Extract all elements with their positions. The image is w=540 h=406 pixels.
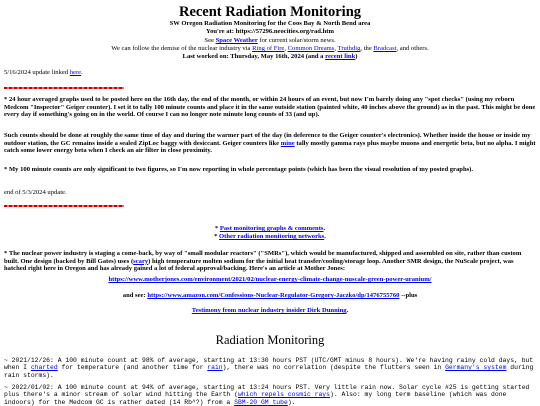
page-title: Recent Radiation Monitoring <box>178 4 362 20</box>
last-worked-line <box>0 53 540 61</box>
testimony-line <box>0 307 540 315</box>
last-worked-prefix: Last worked on: Thursday, May 16th, 2024 (and a <box>182 53 326 60</box>
log-entry <box>4 357 536 379</box>
log-text: ). <box>287 398 296 406</box>
space-weather-line <box>0 37 540 45</box>
p2-text-b: tally mostly gamma rays plus maybe muons and energetic beta, but no alpha. I might catch some lower energy beta when I check an air filter in close proximity. <box>4 139 536 155</box>
update-note-text: 5/16/2024 update linked <box>4 69 70 76</box>
plus-suffix: --plus <box>399 292 418 299</box>
smr-text-a: * The nuclear power industry is staging a come-back, by way of "small modular reactors" ("SMRs"), which would be manufactured, shipped and assembled on site, rather than custom built. One design (backed by Bill Gates) uses ( <box>4 250 522 265</box>
other-networks-link[interactable]: Other radiation monitoring networks <box>219 233 325 240</box>
nuclear-demise-line <box>0 45 540 53</box>
bullet: * <box>214 225 220 232</box>
last-worked-suffix: ) <box>355 53 358 60</box>
truthdig-link[interactable]: Truthdig <box>337 45 361 52</box>
scary-link[interactable]: scary <box>133 257 149 265</box>
testimony-end: . <box>346 307 349 314</box>
log-text: for temperature (and another time for <box>57 364 208 372</box>
mine-link[interactable]: mine <box>280 139 295 147</box>
testimony-link[interactable]: Testimony from nuclear industry insider Dirk Dunning <box>191 307 347 314</box>
paragraph-counting-method <box>4 132 536 155</box>
current-url-line <box>0 28 540 36</box>
red-separator <box>4 205 124 207</box>
line-end: . <box>324 233 326 240</box>
page-subtitle: SW Oregon Radiation Monitoring for the Coos Bay & North Bend area <box>169 20 371 27</box>
past-monitoring-link[interactable]: Past monitoring graphs & comments <box>219 225 324 232</box>
update-here-link[interactable]: here <box>69 69 82 76</box>
past-monitoring-line <box>0 225 540 233</box>
red-separator <box>4 87 124 89</box>
space-weather-link[interactable]: Space Weather <box>215 37 258 44</box>
line-end: . <box>323 225 326 232</box>
demise-prefix: We can follow the demise of the nuclear industry via <box>111 45 253 52</box>
paragraph-spot-checks: * 24 hour averaged graphs used to be posted here on the 16th day, the end of the month, or within 24 hours of an event, but now I'm barely doing any "spot checks" (using my reborn Medcom "Inspector" Geiger counter). I set it to tally 100 minute counts and place it in the same outside station (painted white, 40 inches above the ground) as in the past. This might be done every day if something's going on in the world. Of course I can no longer note minute long counts of 33 (and up). <box>4 96 536 119</box>
log-text: ). Also: my long term baseline (which was done indoors) for the Medcom GC is rather dated (14 Rb^?) from a <box>4 391 507 406</box>
common-dreams-link[interactable]: Common Dreams <box>287 45 335 52</box>
comma-sep: , <box>334 45 338 52</box>
log-text: ), there was no correlation (despite the flutters seen in <box>222 364 446 372</box>
log-text: ~ 2022/01/02: A 100 minute count at 94% of average, starting at 13:24 hours PST. Very little rain now. Solar cycle #25 is getting started plus there's a minor stream of solar wind hitting the Earth ( <box>4 384 530 399</box>
germany-system-link[interactable]: Germany's system <box>445 364 507 372</box>
log-text: during rain storms). <box>4 364 534 379</box>
mother-jones-link[interactable]: https://www.motherjones.com/environment/2021/02/nuclear-energy-climate-change-nuscale-green-power-uranium/ <box>108 276 432 283</box>
section-title-radiation-monitoring: Radiation Monitoring <box>215 333 325 347</box>
log-entry <box>4 384 536 406</box>
current-url: https://57296.neocities.org/rad.htm <box>235 28 334 35</box>
update-note <box>4 69 536 77</box>
smr-text-b: ) high temperature molten sodium for the initial heat transfer/cooling/storage loop. Another SMR design, the NuScale project, was hatched right here in Oregon and has already gained a lot of federal approval/backing. Here's an article at Mother Jones: <box>4 257 514 273</box>
log-text: ~ 2021/12/26: A 100 minute count at 98% of average, starting at 13:30 hours PST (UTC/GMT minus 8 hours). We're having rainy cold days, but when I <box>4 357 534 372</box>
repels-cosmic-rays-link[interactable]: which repels cosmic rays <box>237 391 330 399</box>
paragraph-smr <box>4 250 536 273</box>
see-prefix: See <box>204 37 216 44</box>
the-word: the <box>363 45 374 52</box>
paragraph-significance: * My 100 minute counts are only significant to two figures, so I'm now reporting in whole percentage points (which has been the visual resolution of my posted graphs). <box>4 166 474 173</box>
amazon-link[interactable]: https://www.amazon.com/Confessions-Nuclear-Regulator-Gregory-Jaczko/dp/1476755760 <box>147 292 400 299</box>
end-update-note: end of 5/3/2024 update. <box>4 189 67 196</box>
ring-of-fire-link[interactable]: Ring of Fire <box>252 45 285 52</box>
sbm20-tube-link[interactable]: SBM-20 GM tube <box>234 398 288 406</box>
mother-jones-line <box>0 276 540 284</box>
url-prefix: You're at: <box>206 28 236 35</box>
charted-link[interactable]: charted <box>30 364 58 372</box>
other-networks-line <box>0 233 540 241</box>
amazon-line <box>0 292 540 300</box>
comma-sep: , <box>360 45 364 52</box>
update-note-end: . <box>81 69 83 76</box>
bullet: * <box>214 233 220 240</box>
demise-suffix: , and others. <box>396 45 429 52</box>
bradcast-link[interactable]: Bradcast <box>373 45 397 52</box>
p2-text-a: Such counts should be done at roughly the same time of day and during the warmer part of the day (in deference to the Geiger counter's electronics). Whether inside the house or inside my outdoor station, the GC remains inside a sealed ZipLoc baggy with desiccant. Geiger counters like <box>4 132 531 147</box>
rain-link[interactable]: rain <box>207 364 223 372</box>
recent-link[interactable]: recent link <box>325 53 356 60</box>
and-see-prefix: and see: <box>122 292 148 299</box>
see-suffix: for current solar/storm news. <box>257 37 336 44</box>
comma-sep: , <box>284 45 288 52</box>
